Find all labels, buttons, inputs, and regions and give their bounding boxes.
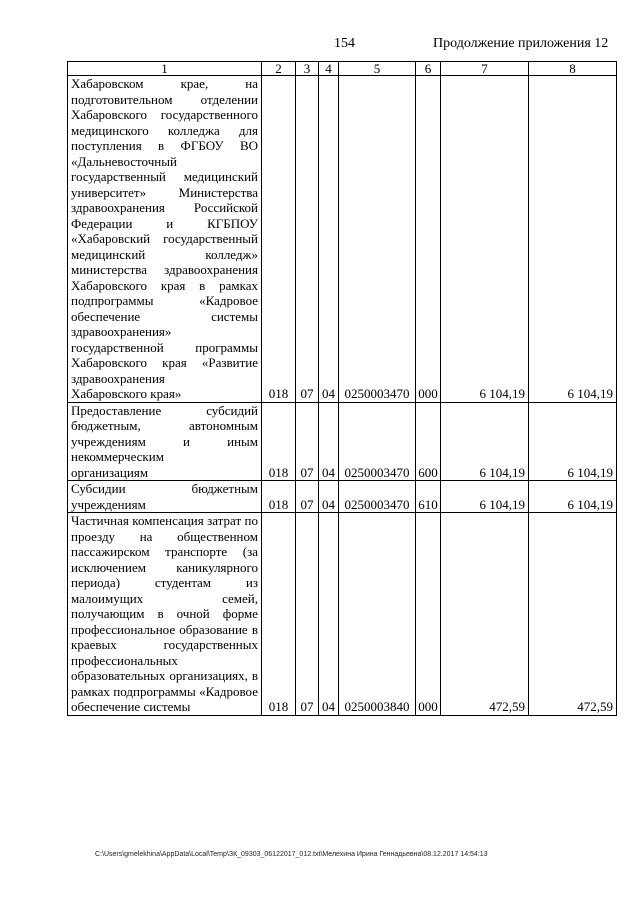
cell-ministry-code: 018 [262,481,296,513]
row-description [68,76,262,403]
column-header-8: 8 [529,62,617,76]
row-description-last-line: обеспечение системы [71,699,191,714]
cell-section: 07 [296,76,319,403]
column-header-4: 4 [319,62,339,76]
cell-expense-type: 000 [416,513,441,716]
column-header-1: 1 [68,62,262,76]
cell-amount-1: 472,59 [441,513,529,716]
cell-ministry-code: 018 [262,513,296,716]
cell-section: 07 [296,513,319,716]
row-description-text: Предоставление субсидий бюджетным, автономным учреждениям и иным некоммерческим [71,402,258,464]
table-row [68,481,617,513]
column-header-5: 5 [339,62,416,76]
row-description-text: Частичная компенсация затрат по проезду на общественном пассажирском транспорте (за исключением каникулярного периода) студентам из малоимущих семей, получающим в очной форме профессиональное образование в краевых государственных профессиональных образовательных организациях, в рамках подпрограммы «Кадровое [71,513,258,699]
cell-amount-1: 6 104,19 [441,402,529,481]
row-description-last-line: Хабаровского края» [71,386,182,401]
cell-amount-1: 6 104,19 [441,76,529,403]
appendix-continuation-label: Продолжение приложения 12 [433,36,609,51]
cell-ministry-code: 018 [262,402,296,481]
column-header-7: 7 [441,62,529,76]
cell-amount-2: 472,59 [529,513,617,716]
cell-expense-type: 000 [416,76,441,403]
cell-expense-type: 610 [416,481,441,513]
cell-section: 07 [296,481,319,513]
cell-section: 07 [296,402,319,481]
cell-amount-2: 6 104,19 [529,76,617,403]
row-description-text: Субсидии бюджетным [71,481,258,496]
row-description-last-line: учреждениям [71,496,146,512]
row-description [68,513,262,716]
cell-ministry-code: 018 [262,76,296,403]
column-header-3: 3 [296,62,319,76]
cell-subsection: 04 [319,513,339,716]
cell-subsection: 04 [319,402,339,481]
budget-table [67,61,617,716]
cell-amount-1: 6 104,19 [441,481,529,513]
cell-amount-2: 6 104,19 [529,481,617,513]
table-row [68,402,617,481]
row-description-last-line: организациям [71,464,149,480]
row-description-text: Хабаровском крае, на подготовительном отделении Хабаровского государственного медицинского колледжа для поступления в ФГБОУ ВО «Дальневосточный государственный медицинский университет» Министерства здравоохранения Российской Федерации и КГБПОУ «Хабаровский государственный медицинский колледж» министерства здравоохранения Хабаровского края в рамках подпрограммы «Кадровое обеспечение системы здравоохранения» государственной программы Хабаровского края «Развитие здравоохранения [71,76,258,386]
cell-target-article: 0250003470 [339,481,416,513]
cell-target-article: 0250003470 [339,76,416,403]
cell-target-article: 0250003840 [339,513,416,716]
table-row [68,513,617,716]
row-description [68,402,262,481]
table-header-row [68,62,617,76]
table-row [68,76,617,403]
file-path-footer: C:\Users\gmelekhina\AppData\Local\Temp\ЗК_09303_06122017_012.txt\Мелехина Ирина Геннадьевна\08.12.2017 14:54:13 [95,851,488,858]
row-description [68,481,262,513]
cell-subsection: 04 [319,76,339,403]
column-header-6: 6 [416,62,441,76]
column-header-2: 2 [262,62,296,76]
cell-amount-2: 6 104,19 [529,402,617,481]
cell-subsection: 04 [319,481,339,513]
cell-target-article: 0250003470 [339,402,416,481]
cell-expense-type: 600 [416,402,441,481]
page-number: 154 [334,36,355,51]
